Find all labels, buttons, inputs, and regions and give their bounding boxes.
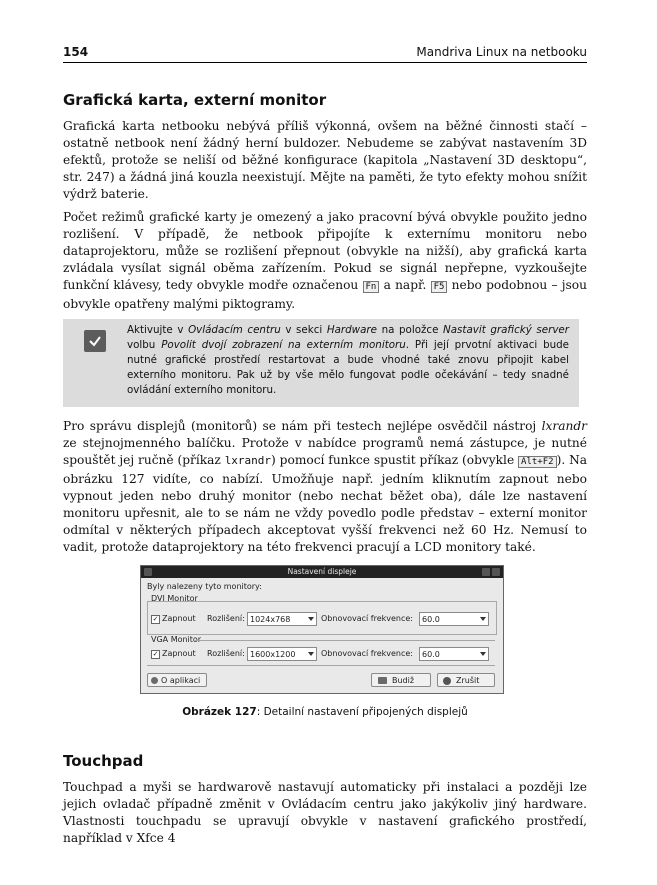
paragraph-text: Touchpad a myši se hardwarově nastavují automaticky při instalaci a později lze jejich ovladač případně změnit v Ovládacím centru jako jakýkoliv jiný hardware. Vlastnosti touchpadu se upravují obvykle v nastavení grafického prostředí, například v Xfce 4 bbox=[63, 780, 587, 845]
tip-box bbox=[63, 319, 579, 407]
key-fn: Fn bbox=[363, 281, 380, 293]
text-run: . Při její prvotní aktivaci bude nutné grafické prostředí restartovat a bude vhodné také znovu připojit kabel externího monitoru. Pak už by vše mělo fungovat podle očekávání – tedy snadné ovládání externího monitoru. bbox=[127, 339, 570, 396]
text-run: ). Na obrázku 127 vidíte, co nabízí. Umožňuje např. jedním kliknutím zapnout nebo vypnout jeden nebo druhý monitor (nebo nechat běžet oba), dále lze nastavení monitoru upřesnit, ale to se nám ne vždy povedlo podle představ – externí monitor odmítal v některých případech akceptovat vyšší frekvenci než 60 Hz. Nemusí to vadit, protože dataprojektory na této frekvenci pracují a LCD monitory také. bbox=[63, 453, 587, 554]
running-header bbox=[63, 42, 587, 63]
chevron-down-icon bbox=[480, 652, 486, 656]
refresh-rate-select[interactable] bbox=[419, 612, 489, 626]
refresh-rate-select[interactable] bbox=[419, 647, 489, 661]
about-button[interactable] bbox=[147, 673, 207, 687]
text-run: Počet režimů grafické karty je omezený a jako pracovní bývá obvykle použito jedno rozlišení. V případě, že netbook připojíte k externímu monitoru nebo dataprojektoru, může se rozlišení přepnout (obvykle na nižší), aby grafická karta zvládala vysílat signál oběma zařízením. Pokud se signál nepřepne, vyzkoušejte funkční klávesy, tedy obvykle modře označenou bbox=[63, 210, 587, 292]
text-run: volbu bbox=[127, 339, 162, 351]
paragraph-text bbox=[63, 418, 587, 556]
paragraph-lxrandr bbox=[63, 418, 587, 556]
refresh-rate-label: Obnovovací frekvence: bbox=[321, 614, 413, 623]
cancel-button-label: Zrušit bbox=[456, 676, 480, 685]
monitors-found-label: Byly nalezeny tyto monitory: bbox=[147, 582, 262, 591]
paragraph-touchpad bbox=[63, 779, 587, 847]
emphasis: Povolit dvojí zobrazení na externím monitoru bbox=[161, 339, 406, 351]
resolution-select[interactable] bbox=[247, 647, 317, 661]
tip-text bbox=[127, 323, 569, 398]
text-run: na položce bbox=[376, 324, 444, 336]
figure-label: Obrázek 127 bbox=[182, 706, 257, 718]
display-settings-dialog bbox=[140, 565, 504, 694]
key-alt-f2: Alt+F2 bbox=[518, 456, 557, 468]
emphasis: Ovládacím centru bbox=[188, 324, 281, 336]
minimize-icon[interactable] bbox=[482, 568, 490, 576]
info-icon bbox=[151, 677, 158, 684]
cancel-icon bbox=[443, 677, 451, 685]
enable-label: Zapnout bbox=[162, 649, 196, 658]
paragraph-graphics-intro bbox=[63, 118, 587, 203]
resolution-value: 1600x1200 bbox=[250, 650, 296, 659]
command: lxrandr bbox=[224, 454, 272, 467]
section-heading-graphics: Grafická karta, externí monitor bbox=[63, 91, 327, 109]
chevron-down-icon bbox=[308, 617, 314, 621]
refresh-rate-value: 60.0 bbox=[422, 615, 440, 624]
text-run: ) pomocí funkce spustit příkaz (obvykle bbox=[271, 453, 519, 467]
apply-icon bbox=[378, 677, 387, 684]
about-button-label: O aplikaci bbox=[161, 676, 201, 685]
paragraph-resolution bbox=[63, 209, 587, 313]
dialog-title: Nastavení displeje bbox=[287, 567, 357, 576]
text-run: a např. bbox=[379, 278, 431, 292]
close-icon[interactable] bbox=[492, 568, 500, 576]
ok-button-label: Budiž bbox=[392, 676, 415, 685]
monitor-name: VGA Monitor bbox=[151, 635, 202, 644]
running-title: Mandriva Linux na netbooku bbox=[416, 45, 587, 59]
paragraph-text bbox=[63, 209, 587, 313]
resolution-select[interactable] bbox=[247, 612, 317, 626]
divider bbox=[147, 665, 495, 666]
text-run: Aktivujte v bbox=[127, 324, 189, 336]
chevron-down-icon bbox=[308, 652, 314, 656]
resolution-label: Rozlišení: bbox=[207, 649, 245, 658]
enable-label: Zapnout bbox=[162, 614, 196, 623]
text-run: ze stejnojmenného balíčku. Protože v nabídce programů nemá zástupce, je nutné spouštět jej ručně (příkaz bbox=[63, 436, 587, 467]
text-run: nebo podobnou – jsou obvykle opatřeny malými piktogramy. bbox=[63, 278, 587, 311]
emphasis: Hardware bbox=[326, 324, 377, 336]
dialog-titlebar bbox=[141, 566, 503, 578]
key-f5: F5 bbox=[431, 281, 448, 293]
cancel-button[interactable] bbox=[437, 673, 495, 687]
resolution-label: Rozlišení: bbox=[207, 614, 245, 623]
enable-checkbox[interactable]: ✓ bbox=[152, 650, 159, 658]
resolution-value: 1024x768 bbox=[250, 615, 291, 624]
section-heading-touchpad: Touchpad bbox=[63, 752, 144, 770]
enable-checkbox[interactable]: ✓ bbox=[152, 615, 159, 623]
checkmark-icon bbox=[84, 330, 106, 352]
text-run: v sekci bbox=[280, 324, 327, 336]
text-run: Pro správu displejů (monitorů) se nám při testech nejlépe osvědčil nástroj bbox=[63, 419, 542, 433]
refresh-rate-value: 60.0 bbox=[422, 650, 440, 659]
tool-name: lxrandr bbox=[541, 419, 587, 433]
figure-caption bbox=[63, 706, 587, 718]
paragraph-text: Grafická karta netbooku nebývá příliš výkonná, ovšem na běžné činnosti stačí – ostatně netbook není žádný herní buldozer. Nebudeme se zabývat nastavením 3D efektů, protože se neliší od běžné konfigurace (kapitola „Nastavení 3D desktopu“, str. 247) a žádná jiná kouzla neexistují. Mějte na paměti, že tyto efekty mohou snížit výdrž baterie. bbox=[63, 119, 587, 201]
chevron-down-icon bbox=[480, 617, 486, 621]
emphasis: Nastavit grafický server bbox=[443, 324, 569, 336]
caption-text: : Detailní nastavení připojených displejů bbox=[256, 706, 468, 718]
refresh-rate-label: Obnovovací frekvence: bbox=[321, 649, 413, 658]
divider bbox=[195, 640, 495, 641]
page-number: 154 bbox=[63, 45, 89, 59]
ok-button[interactable] bbox=[371, 673, 431, 687]
monitor-name: DVI Monitor bbox=[151, 594, 198, 603]
